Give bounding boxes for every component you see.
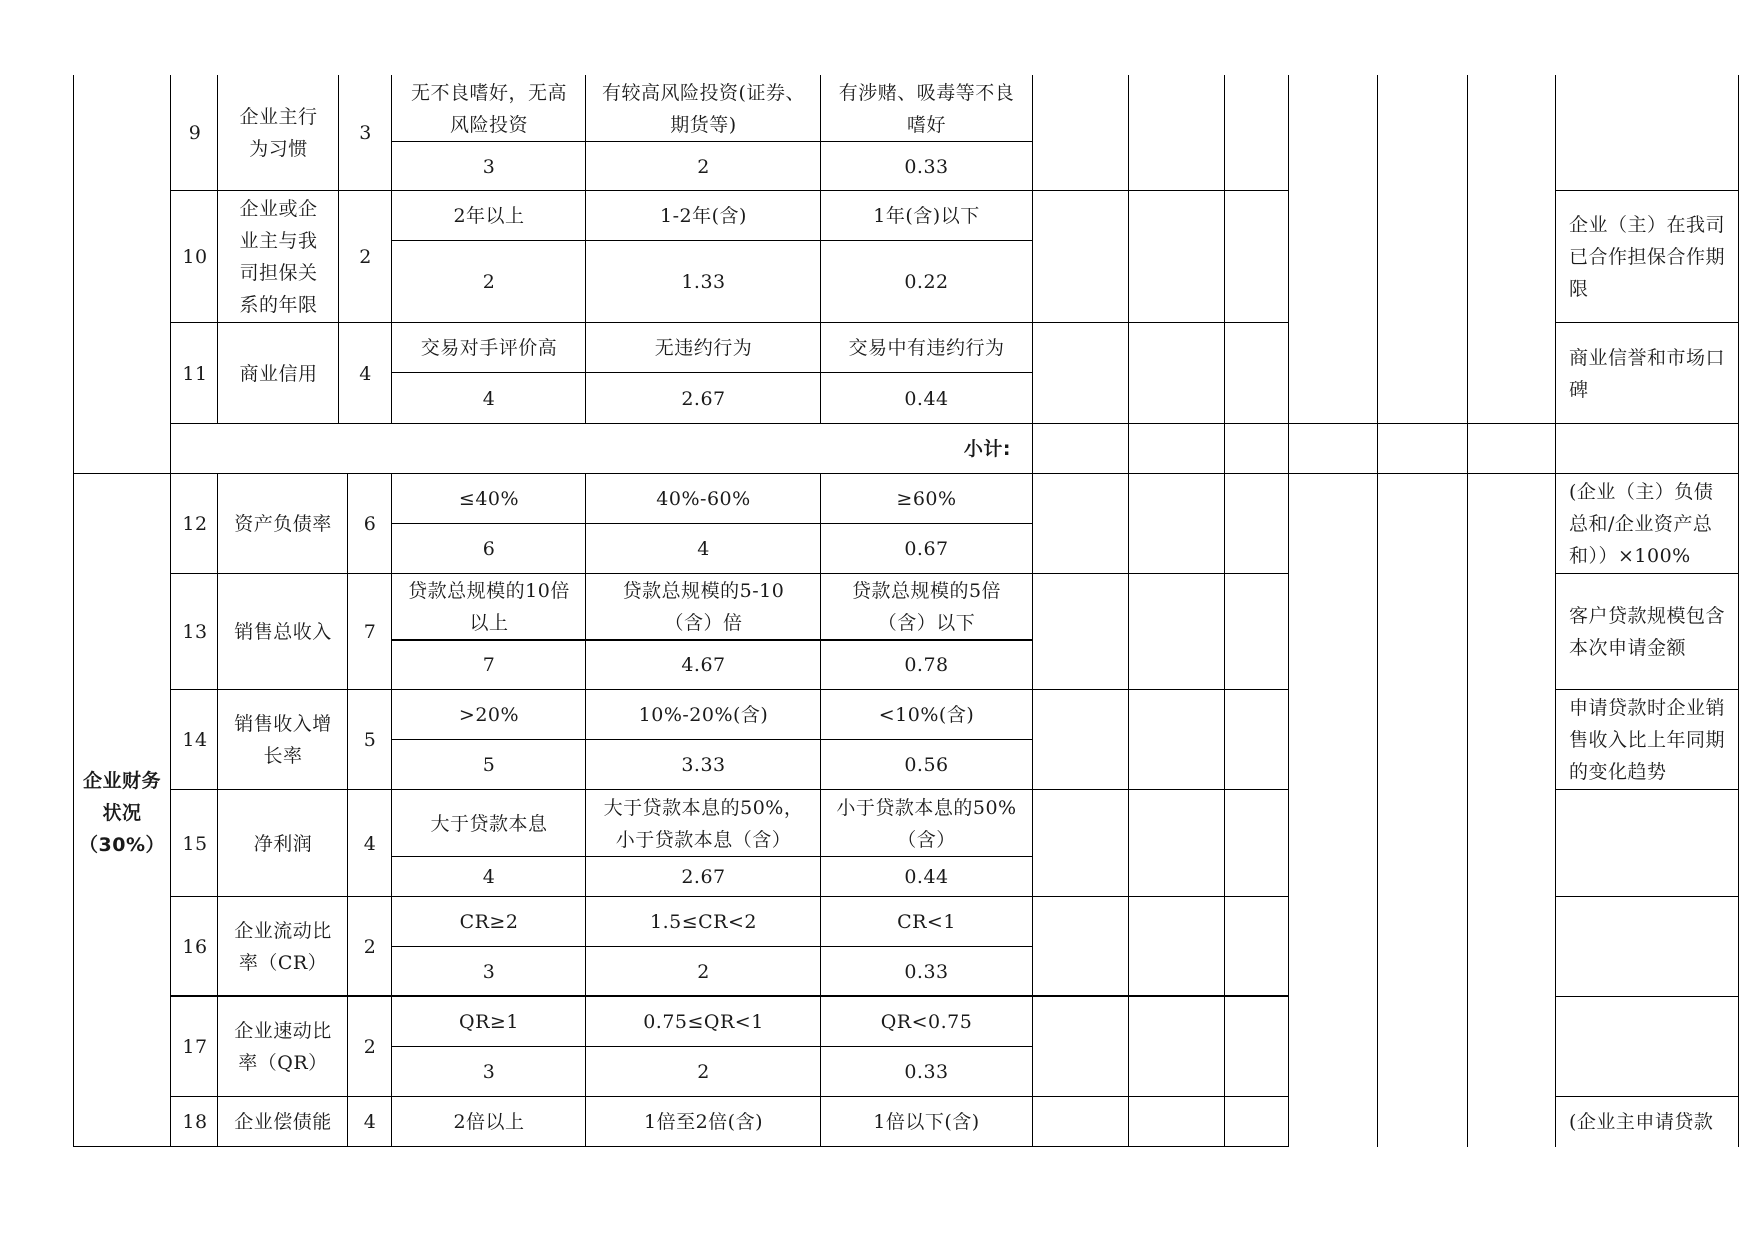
grid-line — [73, 473, 1739, 474]
criterion-high: 大于贷款本息 — [430, 812, 548, 835]
criterion-low: 小于贷款本息的50%（含） — [836, 796, 1017, 851]
criterion-high: 交易对手评价高 — [420, 337, 558, 359]
points-mid: 2 — [697, 1061, 710, 1083]
grid-line — [1032, 75, 1033, 1147]
grid-line — [170, 896, 1289, 897]
criterion-high: QR≥1 — [459, 1011, 519, 1033]
points-mid: 4.67 — [681, 654, 726, 676]
grid-line — [391, 523, 1032, 524]
points-high: 7 — [482, 654, 496, 676]
item-name: 企业流动比率（CR） — [234, 920, 332, 974]
points-high: 4 — [482, 387, 496, 410]
criterion-low: 1倍以下(含) — [873, 1111, 980, 1133]
criterion-low: 有涉赌、吸毒等不良嗜好 — [838, 81, 1015, 136]
criterion-mid: 1倍至2倍(含) — [643, 1111, 763, 1133]
note: (企业主申请贷款 — [1569, 1111, 1714, 1133]
grid-line — [170, 75, 171, 1147]
grid-line — [391, 240, 1032, 241]
weight-score: 6 — [363, 513, 377, 535]
points-high: 6 — [482, 538, 496, 560]
item-name: 商业信用 — [239, 362, 318, 385]
note: 客户贷款规模包含本次申请金额 — [1569, 605, 1726, 659]
row-number: 10 — [182, 246, 208, 268]
note: 企业（主）在我司已合作担保合作期限 — [1569, 214, 1726, 300]
grid-line — [391, 639, 1032, 641]
grid-line — [391, 946, 1032, 947]
item-name: 销售收入增长率 — [234, 713, 332, 767]
grid-line — [1288, 75, 1289, 1147]
points-high: 3 — [482, 1061, 496, 1083]
criterion-mid: 0.75≤QR<1 — [643, 1011, 764, 1033]
points-low: 0.33 — [904, 1061, 949, 1083]
grid-line — [347, 474, 348, 1147]
grid-line — [391, 372, 1032, 373]
criterion-low: <10%(含) — [878, 704, 975, 726]
weight-score: 2 — [363, 1036, 377, 1058]
grid-line — [73, 75, 74, 1147]
grid-line — [1555, 896, 1739, 897]
weight-score: 7 — [363, 621, 377, 643]
item-name: 销售总收入 — [234, 621, 332, 643]
grid-line — [391, 739, 1032, 740]
note: (企业（主）负债总和/企业资产总和））×100% — [1569, 481, 1714, 567]
grid-line — [1128, 75, 1129, 1147]
points-low: 0.22 — [904, 271, 949, 293]
grid-line — [170, 423, 1739, 424]
grid-line — [1738, 75, 1739, 1147]
points-mid: 2 — [697, 961, 710, 983]
row-number: 16 — [182, 936, 208, 958]
criterion-mid: 大于贷款本息的50%，小于贷款本息（含） — [603, 796, 804, 851]
grid-line — [391, 1046, 1032, 1047]
points-low: 0.56 — [904, 754, 949, 776]
points-high: 5 — [482, 754, 496, 776]
row-number: 15 — [182, 832, 208, 855]
grid-line — [217, 75, 218, 424]
points-high: 3 — [482, 155, 496, 178]
points-mid: 1.33 — [681, 271, 726, 293]
grid-line — [1555, 190, 1739, 191]
points-mid: 2 — [697, 155, 710, 178]
points-mid: 2.67 — [681, 866, 726, 888]
grid-line — [1224, 75, 1225, 1147]
criterion-mid: 贷款总规模的5-10（含）倍 — [622, 580, 785, 634]
points-low: 0.33 — [904, 155, 949, 178]
points-high: 3 — [482, 961, 496, 983]
criterion-mid: 无违约行为 — [654, 337, 753, 359]
points-mid: 2.67 — [681, 387, 726, 410]
item-name: 净利润 — [253, 832, 313, 855]
row-number: 14 — [182, 729, 208, 751]
subtotal-label: 小计: — [963, 438, 1011, 460]
criterion-mid: 40%-60% — [656, 488, 751, 510]
item-name: 企业或企业主与我司担保关系的年限 — [239, 198, 318, 316]
grid-line — [391, 856, 1032, 857]
item-name: 资产负债率 — [234, 513, 332, 535]
grid-line — [1555, 75, 1556, 1147]
criterion-mid: 10%-20%(含) — [638, 704, 769, 726]
weight-score: 3 — [359, 122, 372, 144]
criterion-low: CR<1 — [897, 911, 956, 933]
criterion-mid: 1-2年(含) — [660, 205, 747, 227]
item-name: 企业主行为习惯 — [239, 106, 318, 160]
weight-score: 4 — [363, 1111, 377, 1133]
weight-score: 2 — [359, 246, 372, 268]
grid-line — [1555, 573, 1739, 574]
weight-score: 4 — [359, 362, 372, 385]
grid-line — [391, 141, 1032, 142]
note: 申请贷款时企业销售收入比上年同期的变化趋势 — [1569, 697, 1726, 783]
grid-line — [1555, 322, 1739, 323]
grid-line — [170, 789, 1289, 790]
item-name: 企业速动比率（QR） — [234, 1020, 332, 1074]
grid-line — [1555, 1096, 1739, 1097]
item-name: 企业偿债能 — [234, 1111, 332, 1133]
criterion-high: 2年以上 — [453, 205, 525, 227]
grid-line — [1555, 996, 1739, 997]
row-number: 11 — [182, 362, 208, 385]
points-high: 4 — [482, 866, 496, 888]
points-low: 0.78 — [904, 654, 949, 676]
criterion-low: 1年(含)以下 — [873, 205, 980, 227]
criterion-high: 贷款总规模的10倍以上 — [408, 580, 570, 634]
points-mid: 3.33 — [681, 754, 726, 776]
criterion-high: 2倍以上 — [453, 1111, 525, 1133]
criterion-high: ≤40% — [458, 488, 520, 510]
grid-line — [170, 1096, 1289, 1097]
row-number: 12 — [182, 513, 208, 535]
weight-score: 2 — [363, 936, 377, 958]
grid-line — [1467, 75, 1468, 1147]
grid-line — [170, 573, 1289, 574]
grid-line — [170, 190, 1289, 191]
points-low: 0.44 — [904, 387, 949, 410]
weight-score: 5 — [363, 729, 377, 751]
grid-line — [73, 1146, 1289, 1147]
points-high: 2 — [482, 271, 496, 293]
points-mid: 4 — [697, 538, 710, 560]
row-number: 17 — [182, 1036, 208, 1058]
points-low: 0.67 — [904, 538, 949, 560]
criterion-low: QR<0.75 — [880, 1011, 973, 1033]
criterion-low: 交易中有违约行为 — [848, 337, 1005, 359]
grid-line — [1555, 789, 1739, 790]
criterion-high: CR≥2 — [459, 911, 519, 933]
criterion-low: ≥60% — [896, 488, 957, 510]
grid-line — [1555, 689, 1739, 690]
category-label: 企业财务状况（30%） — [79, 770, 165, 856]
grid-line — [217, 474, 218, 1147]
criterion-low: 贷款总规模的5倍（含）以下 — [851, 580, 1002, 634]
grid-line — [170, 322, 1289, 323]
grid-line — [170, 689, 1289, 690]
criterion-mid: 有较高风险投资(证券、期货等) — [602, 81, 805, 136]
weight-score: 4 — [363, 832, 377, 855]
row-number: 13 — [182, 621, 208, 643]
criterion-high: >20% — [458, 704, 520, 726]
row-number: 9 — [188, 122, 202, 144]
note: 商业信誉和市场口碑 — [1569, 346, 1726, 401]
row-number: 18 — [182, 1111, 208, 1133]
grid-line — [170, 995, 1289, 997]
points-low: 0.44 — [904, 866, 949, 888]
grid-line — [338, 75, 339, 424]
points-low: 0.33 — [904, 961, 949, 983]
criterion-high: 无不良嗜好，无高风险投资 — [410, 81, 567, 136]
criterion-mid: 1.5≤CR<2 — [650, 911, 757, 933]
grid-line — [1377, 75, 1378, 1147]
